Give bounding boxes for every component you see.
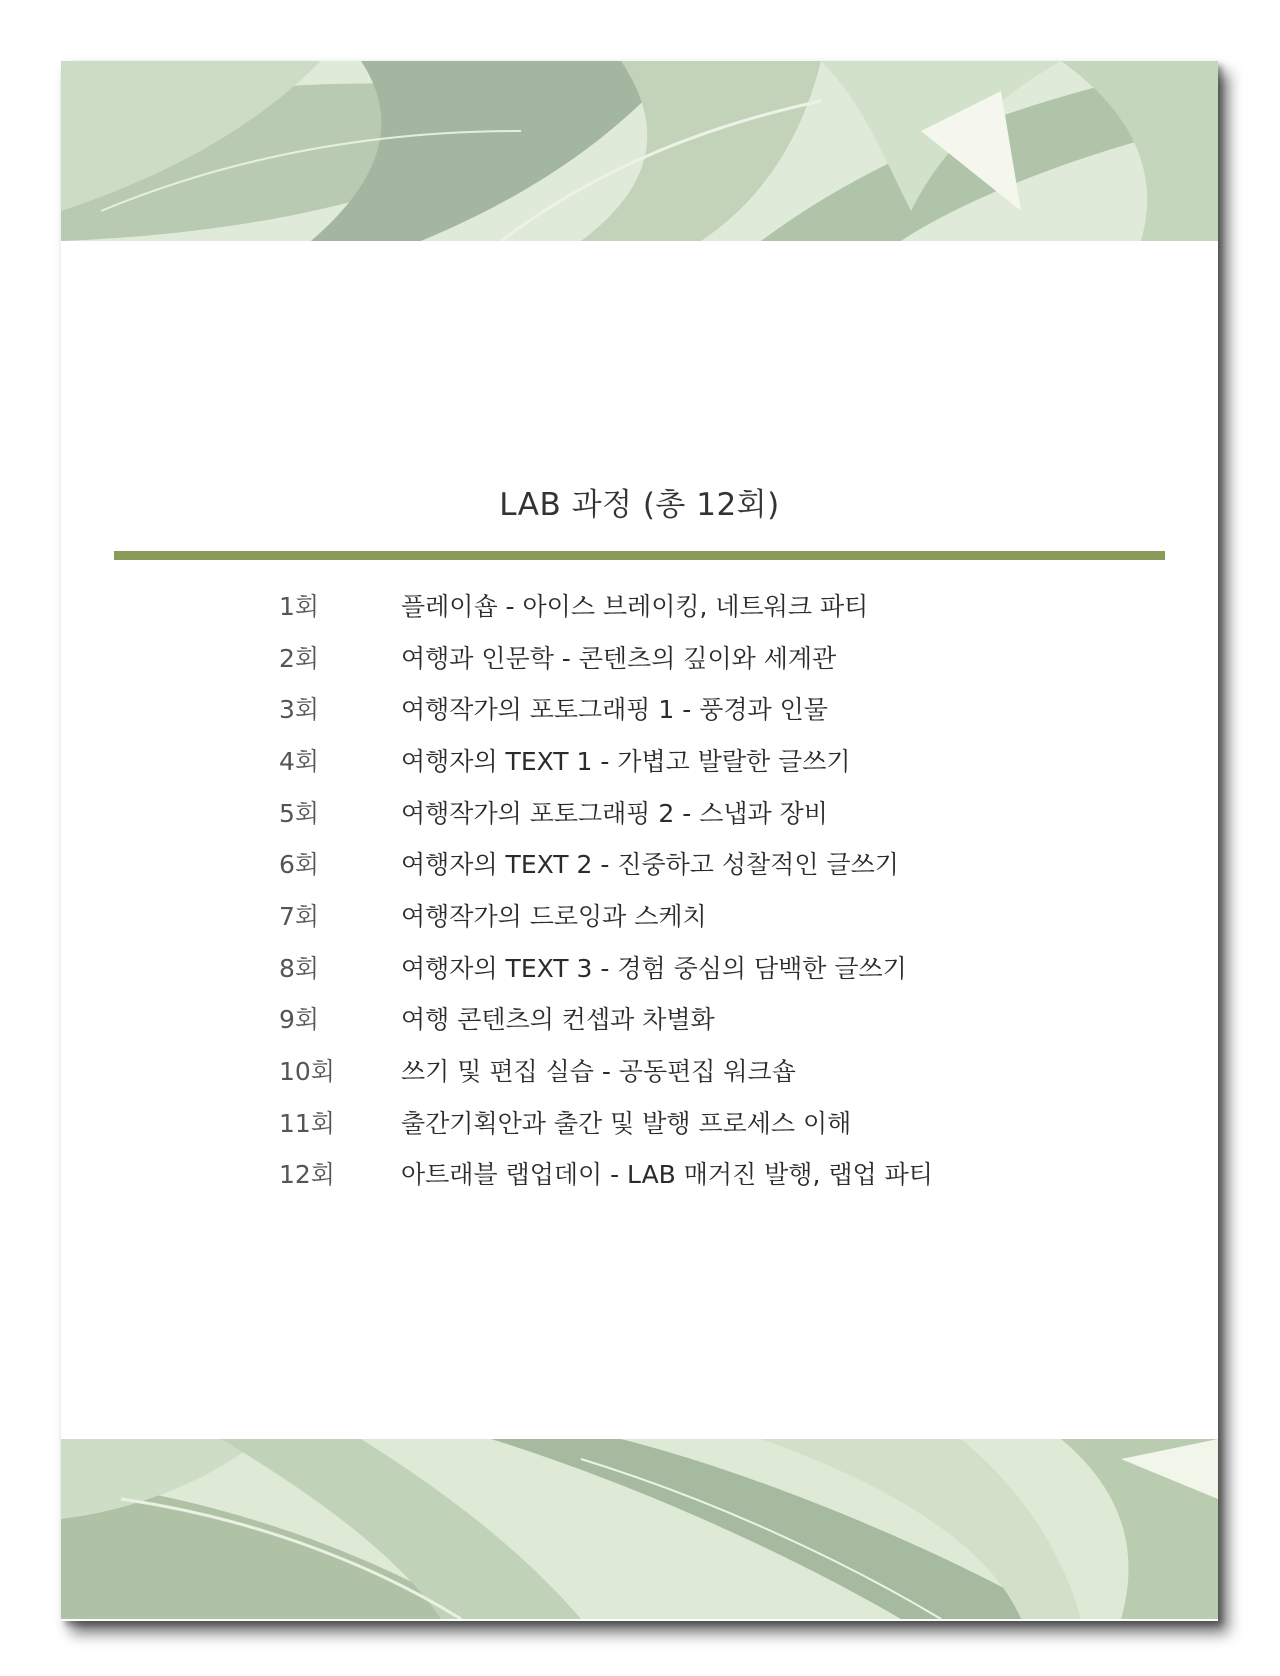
page-title: LAB 과정 (총 12회) (499, 487, 780, 523)
session-description: 여행작가의 드로잉과 스케치 (401, 901, 707, 931)
leaf-photo-top (61, 61, 1218, 241)
session-description: 여행작가의 포토그래핑 2 - 스냅과 장비 (401, 798, 828, 828)
session-description: 여행 콘텐츠의 컨셉과 차별화 (401, 1005, 715, 1035)
list-item (279, 579, 1079, 631)
list-item (279, 1044, 1079, 1096)
list-item (279, 993, 1079, 1045)
session-number: 9회 (279, 1005, 320, 1035)
session-description: 플레이숍 - 아이스 브레이킹, 네트워크 파티 (401, 591, 869, 621)
session-number: 2회 (279, 643, 320, 673)
list-item (279, 837, 1079, 889)
session-number: 3회 (279, 695, 320, 725)
session-list (279, 579, 1079, 1199)
session-description: 아트래블 랩업데이 - LAB 매거진 발행, 랩업 파티 (401, 1160, 933, 1190)
session-number: 10회 (279, 1057, 335, 1087)
session-number: 6회 (279, 850, 320, 880)
session-number: 5회 (279, 798, 320, 828)
session-number: 8회 (279, 953, 320, 983)
leaf-banner-bottom (61, 1439, 1218, 1619)
session-description: 여행자의 TEXT 3 - 경험 중심의 담백한 글쓰기 (401, 953, 907, 983)
leaf-banner-top (61, 61, 1218, 241)
list-item (279, 631, 1079, 683)
session-description: 출간기획안과 출간 및 발행 프로세스 이해 (401, 1108, 852, 1138)
list-item (279, 941, 1079, 993)
document-page (61, 61, 1218, 1621)
list-item (279, 786, 1079, 838)
list-item (279, 734, 1079, 786)
list-item (279, 682, 1079, 734)
session-number: 1회 (279, 591, 320, 621)
list-item (279, 889, 1079, 941)
list-item (279, 1096, 1079, 1148)
session-description: 여행작가의 포토그래핑 1 - 풍경과 인물 (401, 695, 828, 725)
session-description: 여행자의 TEXT 1 - 가볍고 발랄한 글쓰기 (401, 746, 851, 776)
session-number: 11회 (279, 1108, 335, 1138)
leaf-photo-bottom (61, 1439, 1218, 1619)
session-number: 7회 (279, 901, 320, 931)
title-divider (114, 551, 1165, 560)
session-description: 여행자의 TEXT 2 - 진중하고 성찰적인 글쓰기 (401, 850, 899, 880)
session-number: 12회 (279, 1160, 335, 1190)
session-description: 쓰기 및 편집 실습 - 공동편집 워크숍 (401, 1057, 796, 1087)
list-item (279, 1148, 1079, 1200)
session-description: 여행과 인문학 - 콘텐츠의 깊이와 세계관 (401, 643, 837, 673)
session-number: 4회 (279, 746, 320, 776)
